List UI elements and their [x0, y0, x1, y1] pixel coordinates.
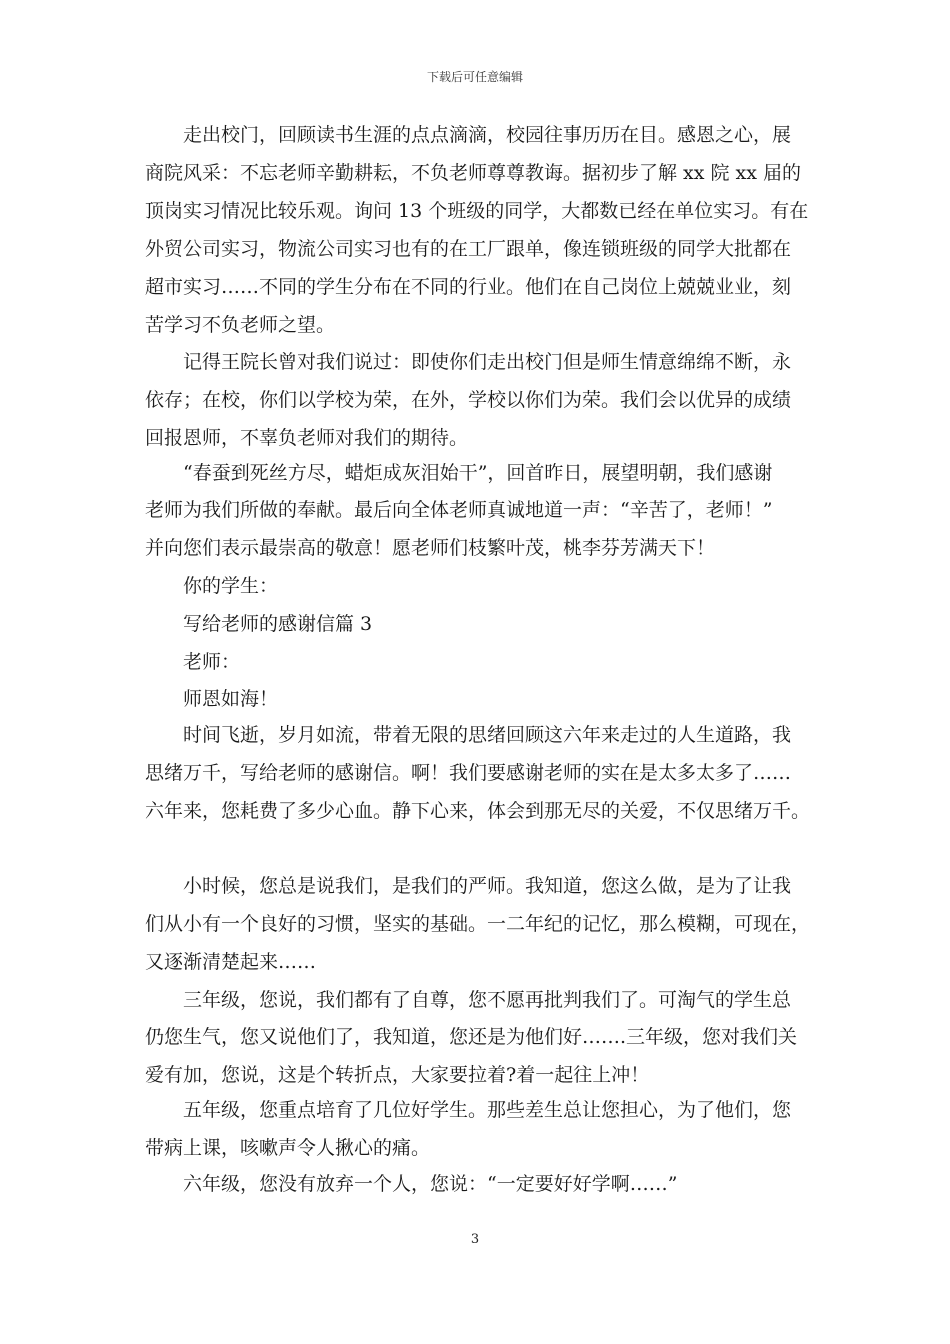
body-line: 爱有加，您说，这是个转折点，大家要拉着?着一起往上冲！: [145, 1064, 650, 1086]
body-line: 回报恩师，不辜负老师对我们的期待。: [145, 427, 469, 449]
body-line: 六年来，您耗费了多少心血。静下心来，体会到那无尽的关爱，不仅思绪万千。: [145, 800, 811, 822]
body-line: 时间飞逝，岁月如流，带着无限的思绪回顾这六年来走过的人生道路，我: [145, 724, 792, 746]
body-line: 仍您生气，您又说他们了，我知道，您还是为他们好…….三年级，您对我们关: [145, 1026, 798, 1048]
section-title: 写给老师的感谢信篇 3: [145, 613, 373, 635]
body-line: 走出校门，回顾读书生涯的点点滴滴，校园往事历历在目。感恩之心，展: [145, 124, 792, 146]
body-line: 小时候，您总是说我们，是我们的严师。我知道，您这么做，是为了让我: [145, 875, 792, 897]
body-line: 记得王院长曾对我们说过：即使你们走出校门但是师生情意绵绵不断，永: [145, 351, 792, 373]
body-line: 外贸公司实习，物流公司实习也有的在工厂跟单，像连锁班级的同学大批都在: [145, 238, 792, 260]
salutation: 老师：: [145, 651, 241, 673]
body-line: 超市实习……不同的学生分布在不同的行业。他们在自己岗位上兢兢业业，刻: [145, 276, 792, 298]
body-line: 老师为我们所做的奉献。最后向全体老师真诚地道一声：“辛苦了，老师！”: [145, 499, 773, 521]
body-line: 又逐渐清楚起来……: [145, 951, 317, 973]
body-line: 五年级，您重点培育了几位好学生。那些差生总让您担心，为了他们，您: [145, 1099, 792, 1121]
body-line: 三年级，您说，我们都有了自尊，您不愿再批判我们了。可淘气的学生总: [145, 989, 792, 1011]
body-line: 师恩如海！: [145, 688, 279, 710]
body-line: 苦学习不负老师之望。: [145, 314, 336, 336]
page-header: 下载后可任意编辑: [426, 70, 523, 84]
body-line: 你的学生：: [145, 575, 279, 597]
body-line: 依存；在校，你们以学校为荣，在外，学校以你们为荣。我们会以优异的成绩: [145, 389, 792, 411]
body-line: 带病上课，咳嗽声令人揪心的痛。: [145, 1137, 431, 1159]
body-line: 六年级，您没有放弃一个人，您说：“一定要好好学啊……”: [145, 1173, 678, 1195]
page-number: 3: [470, 1232, 480, 1247]
body-line: “春蚕到死丝方尽，蜡炬成灰泪始干”，回首昨日，展望明朝，我们感谢: [145, 462, 773, 484]
body-line: 思绪万千，写给老师的感谢信。啊！我们要感谢老师的实在是太多太多了……: [145, 762, 792, 784]
body-line: 商院风采：不忘老师辛勤耕耘，不负老师尊尊教诲。据初步了解 xx 院 xx 届的: [145, 162, 802, 184]
body-line: 并向您们表示最崇高的敬意！愿老师们枝繁叶茂，桃李芬芳满天下！: [145, 537, 716, 559]
body-line: 顶岗实习情况比较乐观。询问 13 个班级的同学，大都数已经在单位实习。有在: [145, 200, 809, 222]
body-line: 们从小有一个良好的习惯，坚实的基础。一二年纪的记忆，那么模糊，可现在，: [145, 913, 811, 935]
